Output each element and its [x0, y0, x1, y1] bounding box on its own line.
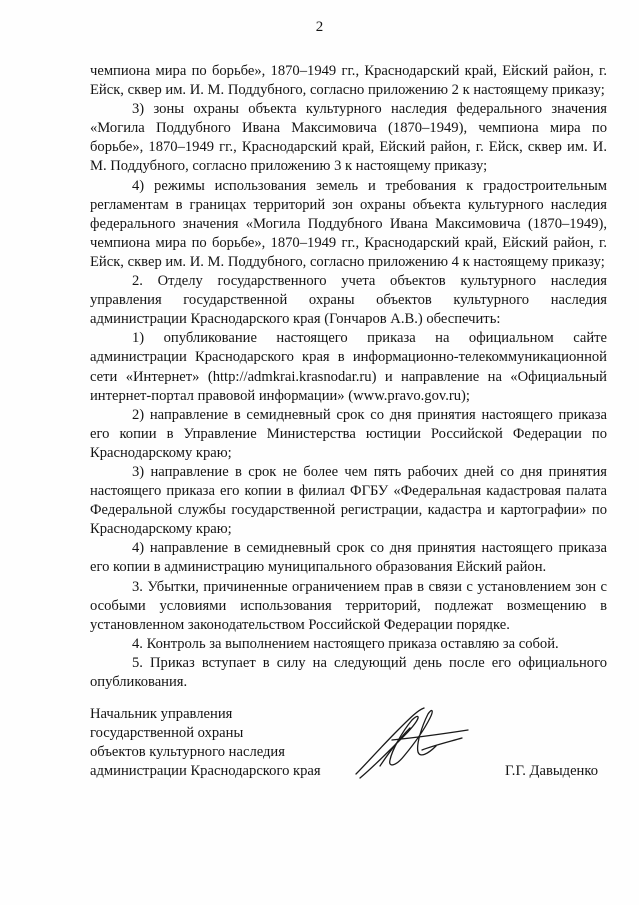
- position-line: объектов культурного наследия: [90, 744, 285, 761]
- paragraph-continuation: чемпиона мира по борьбе», 1870–1949 гг., Краснодарский край, Ейский район, г. Ейск, сквер им. И. М. Поддубного, согласно приложению 2 к настоящему приказу;: [90, 63, 607, 99]
- position-line: государственной охраны: [90, 725, 244, 742]
- position-line: Начальник управления: [90, 706, 233, 722]
- paragraph-section-4: 4. Контроль за выполнением настоящего приказа оставляю за собой.: [132, 635, 559, 652]
- paragraph-item-3: 3) зоны охраны объекта культурного наследия федерального значения «Могила Поддубного Ивана Максимовича (1870–1949), чемпиона мира по борьбе», 1870–1949 гг., Краснодарский край, Ейский район, г. Ейск, сквер им. И. М. Поддубного, согласно приложению 3 к настоящему приказу;: [90, 101, 607, 175]
- page-number: 2: [315, 19, 324, 35]
- signer-name: Г.Г. Давыденко: [505, 763, 599, 779]
- paragraph-subitem-3: 3) направление в срок не более чем пять рабочих дней со дня принятия настоящего приказа его копии в филиал ФГБУ «Федеральная кадастровая палата Федеральной службы государственной регистрации, кадастра и картографии» по Краснодарскому краю;: [90, 463, 607, 538]
- paragraph-subitem-1: 1) опубликование настоящего приказа на официальном сайте администрации Краснодарского края в информационно-телекоммуникационной сети «Интернет» (http://admkrai.krasnodar.ru) и направление на «Официальный интернет-портал правовой информации» (www.pravo.gov.ru);: [90, 330, 607, 404]
- paragraph-section-5: 5. Приказ вступает в силу на следующий день после его официального опубликования.: [90, 654, 607, 690]
- signer-position: [90, 705, 390, 781]
- paragraph-subitem-2: 2) направление в семидневный срок со дня принятия настоящего приказа его копии в Управление Министерства юстиции Российской Федерации по Краснодарскому краю;: [90, 406, 607, 461]
- paragraph-section-2: 2. Отделу государственного учета объектов культурного наследия управления государственной охраны объектов культурного наследия администрации Краснодарского края (Гончаров А.В.) обеспечить:: [90, 273, 607, 328]
- handwritten-signature: [352, 694, 472, 786]
- paragraph-item-4: 4) режимы использования земель и требования к градостроительным регламентам в границах территорий зон охраны объекта культурного наследия федерального значения «Могила Поддубного Ивана Максимовича (1870–1949), чемпиона мира по борьбе», 1870–1949 гг., Краснодарский край, Ейский район, г. Ейск, сквер им. И. М. Поддубного, согласно приложению 4 к настоящему приказу;: [90, 177, 607, 270]
- paragraph-section-3: 3. Убытки, причиненные ограничением прав в связи с установлением зон с особыми условиями использования территорий, подлежат возмещению в установленном законодательством Российской Федерации порядке.: [90, 578, 607, 633]
- document-body: [90, 62, 607, 692]
- position-line: администрации Краснодарского края: [90, 763, 321, 780]
- paragraph-subitem-4: 4) направление в семидневный срок со дня принятия настоящего приказа его копии в администрацию муниципального образования Ейский район.: [90, 540, 607, 576]
